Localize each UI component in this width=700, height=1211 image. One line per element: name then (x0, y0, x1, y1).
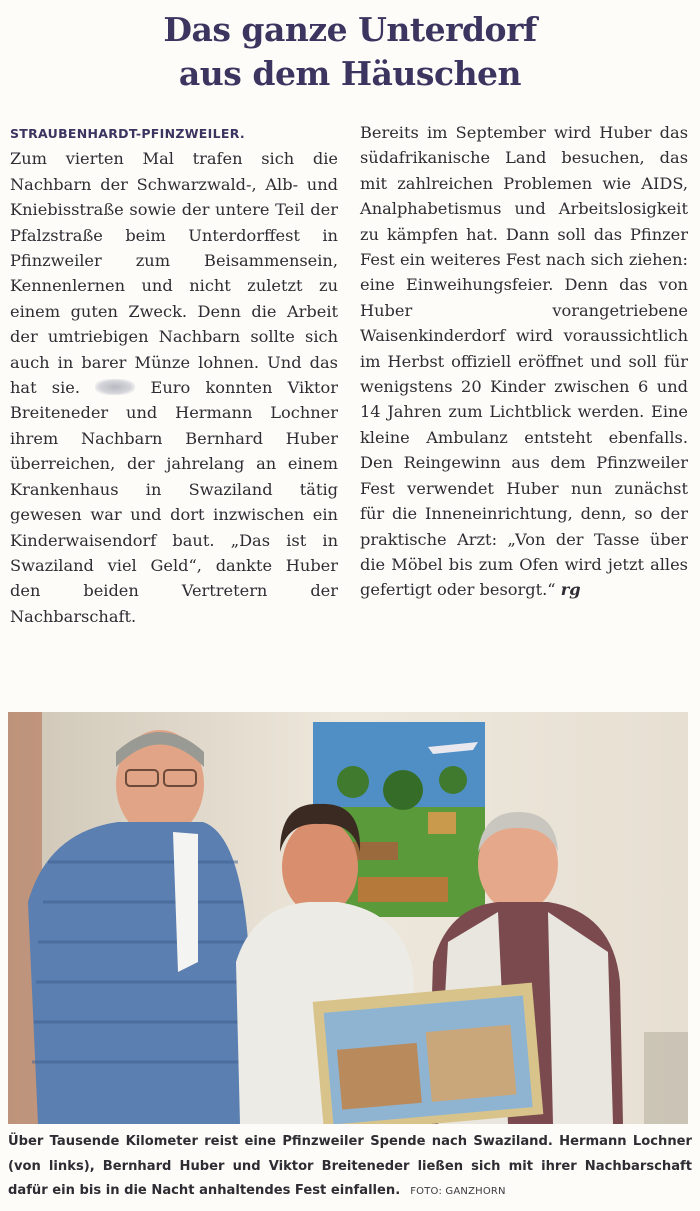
article-photo (8, 712, 688, 1124)
dateline: STRAUBENHARDT-PFINZWEILER. (10, 126, 245, 141)
photo-credit: FOTO: GANZHORN (410, 1186, 506, 1197)
right-paragraph (360, 120, 688, 603)
photo-caption (8, 1130, 692, 1205)
headline-line-2: aus dem Häuschen (178, 54, 522, 93)
article-column-right (360, 120, 688, 603)
photo-collage (313, 983, 544, 1124)
photo-illustration (8, 712, 688, 1124)
article-headline (0, 8, 700, 96)
redacted-amount (95, 379, 135, 395)
left-paragraph-text-a: Zum vierten Mal trafen sich die Nachbarn der Schwarzwald-, Alb- und Kniebisstraße sowie der untere Teil der Pfalzstraße beim Unterdorffest in Pfinzweiler zum Beisammensein, Kennenlernen und nicht zuletzt zu einem guten Zweck. Denn die Arbeit der umtriebigen Nachbarn sollte sich auch in barer Münze lohnen. Und das hat sie. (10, 149, 338, 398)
left-paragraph (10, 120, 338, 629)
caption-text: Über Tausende Kilometer reist eine Pfinzweiler Spende nach Swaziland. Hermann Lochner (von links), Bernhard Huber und Viktor Breiteneder ließen sich mit ihrer Nachbarschaft dafür ein bis in die Nacht anhaltendes Fest einfallen. (8, 1134, 692, 1198)
left-paragraph-text-b: Euro konnten Viktor Breiteneder und Hermann Lochner ihrem Nachbarn Bernhard Huber überreichen, der jahrelang an einem Krankenhaus in Swaziland tätig gewesen war und dort inzwischen ein Kinderwaisendorf baut. „Das ist in Swaziland viel Geld“, dankte Huber den beiden Vertretern der Nachbarschaft. (10, 378, 338, 626)
right-paragraph-text: Bereits im September wird Huber das südafrikanische Land besuchen, das mit zahlreichen Problemen wie AIDS, Analphabetismus und Arbeitslosigkeit zu kämpfen hat. Dann soll das Pfinzer Fest ein weiteres Fest nach sich ziehen: eine Einweihungsfeier. Denn das von Huber vorangetriebene Waisenkinderdorf wird voraussichtlich im Herbst offiziell eröffnet und soll für wenigstens 20 Kinder zwischen 6 und 14 Jahren zum Lichtblick werden. Eine kleine Ambulanz entsteht ebenfalls. Den Reingewinn aus dem Pfinzweiler Fest verwendet Huber nun zunächst für die Inneneinrichtung, denn, so der praktische Arzt: „Von der Tasse über die Möbel bis zum Ofen wird jetzt alles gefertigt oder besorgt.“ (360, 123, 688, 600)
author-initials: rg (560, 580, 581, 600)
headline-line-1: Das ganze Unterdorf (163, 10, 537, 49)
article-column-left (10, 120, 338, 629)
